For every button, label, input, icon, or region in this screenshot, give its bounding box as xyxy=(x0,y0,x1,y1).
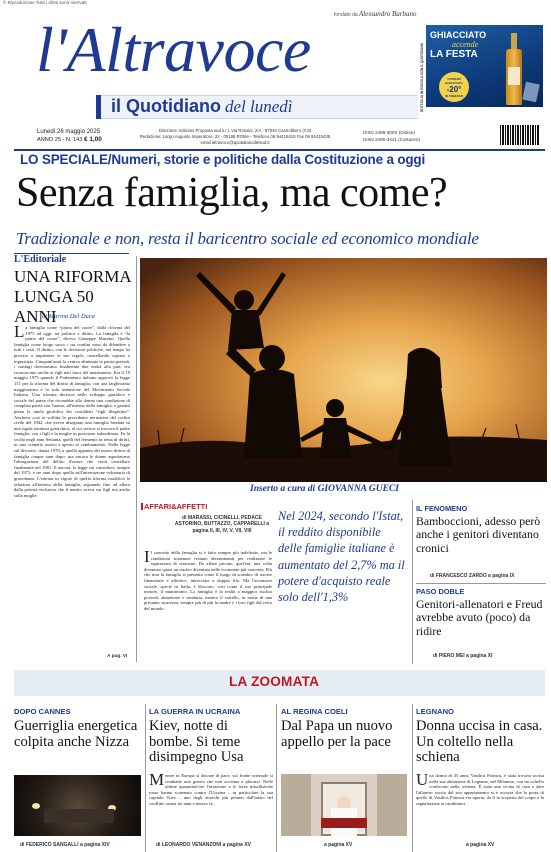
ad-badge-mid: -20° xyxy=(446,85,462,94)
redaction-line: Redazione: Largo Augusto Imperatore, 22 - 00186 ROMA - Telefono 06 94415419 Fax 06 94415435 xyxy=(139,134,331,139)
subtitle-bold: il Quotidiano xyxy=(111,96,221,116)
founder-name: Alessandro Barbano xyxy=(359,10,417,18)
story-legnano-dropcap: U xyxy=(416,773,429,789)
bottom-divider-1 xyxy=(145,704,146,852)
issue-price: € 1,00 xyxy=(84,136,102,143)
story-dopo-cannes-byline: di FEDERICO SANGALLI a pagina XIV xyxy=(20,842,110,848)
email-line: email altravoce@quotidianodelsud.it xyxy=(200,140,270,145)
editorial-divider xyxy=(136,256,137,662)
direction-line: Direzione: Edizioni Proposta sud s.r.l. Via Rossini, 2/A - 87040 Castrolibero (CS) xyxy=(158,128,312,133)
story-ucraina-title: Kiev, notte di bombe. Si teme disimpegno Usa xyxy=(149,718,244,766)
zoomata-label: LA ZOOMATA xyxy=(229,674,320,689)
editorial-body xyxy=(14,325,130,652)
right-col-divider xyxy=(412,500,413,664)
hero-photo[interactable] xyxy=(140,258,547,482)
editorial-author: di Marina Del Duca xyxy=(42,313,95,320)
story-regina-coeli-title: Dal Papa un nuovo appello per la pace xyxy=(281,718,393,750)
paso-byline: di PIERO MEI a pagina XI xyxy=(433,653,493,659)
story-ucraina-body xyxy=(149,773,273,836)
ad-ice-icon xyxy=(522,82,539,103)
barcode xyxy=(500,125,540,145)
editorial-title: UNA RIFORMA LUNGA 50 ANNI xyxy=(14,267,131,326)
affari-label: AFFARI&AFFETTI xyxy=(144,502,208,511)
issn-print: ISSN 2499-3441 (Cartaceo) xyxy=(363,136,420,142)
ad-line2: accende xyxy=(452,40,479,49)
bottom-divider-3 xyxy=(412,704,413,852)
bottom-divider-2 xyxy=(276,704,277,852)
affari-text: l concetto della famiglia si è fatto sempre più indefinito, ma le condizioni sostenute restano determinanti per realizzare le aspirazioni di ciascuno. Da affare privato, qual'era, una volta diventato quasi un nucleo diventata nelle economie più concreta. Più che mai la famiglia si presenta come il luogo di scambio di risorse finanziarie e affettive, intrecciate a doppio filo. Ma l'ascensore sociale, specie in Italia, è bloccato, così come il suo principale motore, il matrimonio. La famiglia è la realtà a maggior rischio povertà, alimentare e sanitaria, mentre il carrello, in nome di una presunta sicurezza, sempre più di più la madre e i loro figli dal resto del mondo. xyxy=(144,550,272,611)
affari-byline: di MARASSI, CICINELLI, PEDACE ASTORINO, BUTTAZZO, CAPPARELLI a pagina II, III, IV, V, VII, VIII xyxy=(174,515,270,534)
story-regina-coeli-label: AL REGINA COELI xyxy=(281,707,348,716)
founder-line xyxy=(334,10,417,18)
paso-label: PASO DOBLE xyxy=(416,587,465,596)
ad-ghiacciato[interactable] xyxy=(426,25,543,107)
ad-line3: LA FESTA xyxy=(430,49,478,60)
subtitle-accent xyxy=(96,95,101,119)
main-headline: Senza famiglia, ma come? xyxy=(16,170,448,216)
story-ucraina-dropcap: M xyxy=(149,773,165,789)
story-dopo-cannes-photo[interactable] xyxy=(14,775,141,836)
paso-title: Genitori-allenatori e Freud avrebbe avuto (poco) da ridire xyxy=(416,597,543,638)
fenomeno-title: Bamboccioni, adesso però anche i genitori diventano cronici xyxy=(416,514,541,555)
founder-prefix: fondato da xyxy=(334,12,358,18)
story-legnano-body xyxy=(416,773,544,836)
fenomeno-byline: di FRANCESCO ZARDO a pagina IX xyxy=(430,573,515,579)
story-ucraina-text: entre in Europa si discute di pace, sul fronte orientale si combatte una guerra che non accenna a placarsi. Nelle ultime quarantott'ore l'aviazione e le forze missilistiche russe hanno scatenato contro l'Ucraina – in particolare la sua capitale, Kiev – uno degli attacchi più pesanti dall'inizio del conflitto ormai tre anni e mezzo fa. xyxy=(149,773,273,806)
story-ucraina-label: LA GUERRA IN UCRAINA xyxy=(149,707,241,716)
pull-quote: Nel 2024, secondo l'Istat, il reddito disponibile delle famiglie italiane è aumentato del 2,7% ma il potere d'acquisto reale solo dell'1,3% xyxy=(278,509,405,605)
headline-deck: Tradizionale e non, resta il baricentro sociale ed economico mondiale xyxy=(16,229,479,248)
issue-date: Lunedì 26 maggio 2025 xyxy=(37,129,101,135)
issue-number: ANNO 25 - N. 143 xyxy=(37,137,83,143)
story-dopo-cannes-label: DOPO CANNES xyxy=(14,707,71,716)
affari-marker xyxy=(141,503,143,510)
ad-badge-top: CONSUMI GHIACCIATO xyxy=(445,77,463,85)
ad-badge xyxy=(439,72,469,102)
editorial-label: L'Editoriale xyxy=(14,254,67,265)
ad-badge-bot: IN FREEZER xyxy=(445,94,463,98)
subtitle-italic: del lunedì xyxy=(225,97,293,116)
kicker: LO SPECIALE/Numeri, storie e politiche dalla Costituzione a oggi xyxy=(20,152,426,167)
fenomeno-label: IL FENOMENO xyxy=(416,504,468,513)
affari-dropcap: I xyxy=(144,550,150,566)
editorial-continues: A pag. VI xyxy=(107,654,128,659)
direction-info xyxy=(130,128,340,146)
subtitle-block xyxy=(111,96,293,117)
story-dopo-cannes-title: Guerriglia energetica colpita anche Nizza xyxy=(14,718,138,750)
affari-body xyxy=(144,550,272,664)
issn-info xyxy=(363,130,420,143)
masthead-title: l'Altravoce xyxy=(36,14,311,85)
ad-line1: GHIACCIATO xyxy=(430,30,487,40)
story-legnano-label: LEGNANO xyxy=(416,707,454,716)
story-legnano-byline: a pagina XV xyxy=(466,842,495,848)
story-regina-coeli-byline: a pagina XV xyxy=(324,842,353,848)
copyright-notice: © Riproduzione Tutti i diritti sono riservati xyxy=(3,0,87,5)
story-regina-coeli-photo[interactable] xyxy=(281,774,407,836)
story-legnano-title: Donna uccisa in casa. Un coltello nella schiena xyxy=(416,718,543,766)
editorial-text: a famiglia come “patria del cuore”, dalla riforma del 1975 ad oggi, tra politica e diritto. La famiglia è “la patria del cuore”, diceva Giuseppe Mazzini. Quella famiglia come luogo sacro i cui confini sono da difendere a tutti i costi. Il diritto, con le decisioni politiche, nel tempo ha provato a imprimere le sue regole, cancellando soprusi e ingiustizie. Cinquant'anni fa veniva eliminata la patria potestà, i coniugi diventavano finalmente due entità alla pari, era riconosciuto anche ai figli nati fuori del matrimonio. Era il 19 maggio 1975 quando il Parlamento italiano approvò la legge 151 per la riforma del diritto di famiglia, con una larghissima maggioranza e la sola astensione del Movimento Sociale Italiano. Una riforma decisiva nello sviluppo giuridico e sociale del paese che riconobbe alla donna una condizione di completa parità con l'uomo, all'interno della famiglia, e garantì piena la tutela giuridica dei cosiddetti “figli illegittimi”. Ancheva così in soffitta la precedente normativa del codice civile del 1942, che aveva disegnato una famiglia fondata su una rigida struttura gerarchica, al cui vertice si trovava il padre famiglia, con i figli e la moglie in posizione subordinata. Fu la svolta negli anni Settanta, quelli del fermento in tema di diritti, in uno scenario nuovo e aperto al cambiamento. Dalla legge sul divorzio, datata 1970, a quella appunto del nuovo diritto di famiglia cinque anni dopo: ma ancora le donne aspettavano l'abrogazione del delitto d'onore che verrà cancellato finalmente nel 1981. E ancora, la legge sui consultori, sempre del 1975, e tre anni dopo quella sull'interruzione volontaria di gravidanza. L'entrata in vigore di quella riforma modificò le relazioni all'interno della famiglia, segnando fino ad allora dalla potestà esclusiva che il marito aveva sui figli ma anche sulla moglie. xyxy=(14,325,130,498)
ad-side-text: BOTTIGLIA IN EDICOLA CON IL QUOTIDIANO xyxy=(420,42,424,112)
story-legnano-text: na donna di 35 anni, Vasilica Potincu, è stata trovata uccisa nella sua abitazione di Legnano, nel Milanese, con un coltello conficcato nella schiena. È stata una vicina di casa a dare l'allarme: uscita dal suo appartamento si è accorta che la porta di quello di Vasilica Potincu era aperta, da lì la scoperta del corpo e la segnalazione ai carabinieri. xyxy=(416,773,544,806)
fenomeno-rule xyxy=(416,583,546,584)
family-silhouette-image xyxy=(140,258,547,482)
story-ucraina-byline: di LEONARDO VENANZONI a pagina XV xyxy=(156,842,252,848)
header-rule xyxy=(14,149,545,151)
photo-caption: Inserto a cura di GIOVANNA GUECI xyxy=(250,484,399,494)
issn-online: ISSN 2499-300X (Online) xyxy=(363,130,416,135)
ad-bottle-icon xyxy=(504,33,524,105)
editorial-dropcap: L xyxy=(14,325,25,341)
